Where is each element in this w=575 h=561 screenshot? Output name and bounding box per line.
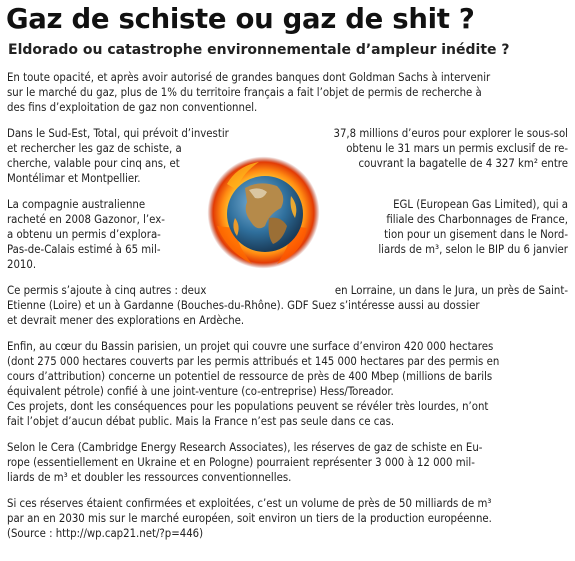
paragraph-conclusion	[7, 496, 568, 541]
paragraph-intro	[7, 70, 568, 115]
text-fragment: cherche, valable pour cinq ans, et	[7, 157, 180, 170]
text-line: Selon le Cera (Cambridge Energy Research Associates), les réserves de gaz de schiste en Eu-	[7, 441, 483, 454]
text-line	[7, 283, 568, 298]
text-fragment: Ce permis s’ajoute à cinq autres : deux	[7, 284, 207, 297]
text-fragment: obtenu le 31 mars un permis exclusif de re-	[346, 142, 568, 155]
text-line	[7, 227, 568, 242]
text-line: Enfin, au cœur du Bassin parisien, un projet qui couvre une surface d’environ 420 000 hectares	[7, 340, 494, 353]
text-line: cours d’attribution) concerne un potentiel de ressource de près de 400 Mbep (millions de barils	[7, 370, 493, 383]
text-line: équivalent pétrole) confié à une joint-venture (co-entreprise) Hess/Toreador.	[7, 385, 394, 398]
text-fragment: tion pour un gisement dans le Nord-	[384, 228, 568, 241]
paragraph-other-permits	[7, 283, 568, 328]
text-fragment: racheté en 2008 Gazonor, l’ex-	[7, 213, 165, 226]
text-fragment: liards de m³, selon le BIP du 6 janvier	[378, 243, 568, 256]
text-line: fait l’objet d’aucun débat public. Mais la France n’est pas seule dans ce cas.	[7, 415, 395, 428]
text-line: rope (essentiellement en Ukraine et en Pologne) pourraient représenter 3 000 à 12 000 mil-	[7, 456, 475, 469]
text-line: Ces projets, dont les conséquences pour les populations peuvent se révéler très lourdes, n’ont	[7, 400, 489, 413]
text-line	[7, 242, 568, 257]
text-line: (dont 275 000 hectares couverts par les permis attribués et 145 000 hectares par des permis en	[7, 355, 500, 368]
text-line: 2010.	[7, 258, 37, 271]
paragraph-egl	[7, 197, 568, 272]
text-line: Montélimar et Montpellier.	[7, 172, 141, 185]
source-line: (Source : http://wp.cap21.net/?p=446)	[7, 527, 204, 540]
text-line: et devrait mener des explorations en Ardèche.	[7, 314, 245, 327]
paragraph-cera	[7, 440, 568, 485]
text-line: liards de m³ et doubler les ressources conventionnelles.	[7, 471, 292, 484]
text-fragment: a obtenu un permis d’explora-	[7, 228, 161, 241]
text-fragment: EGL (European Gas Limited), qui a	[393, 198, 568, 211]
paragraph-total	[7, 126, 568, 186]
text-line: Si ces réserves étaient confirmées et exploitées, c’est un volume de près de 50 milliards de m³	[7, 497, 492, 510]
text-line: par an en 2030 mis sur le marché européen, soit environ un tiers de la production européenne.	[7, 512, 492, 525]
text-line	[7, 212, 568, 227]
text-fragment: Dans le Sud-Est, Total, qui prévoit d’investir	[7, 127, 229, 140]
text-fragment: 37,8 millions d’euros pour explorer le sous-sol	[333, 127, 568, 140]
paragraph-bassin-parisien	[7, 339, 568, 429]
text-line	[7, 126, 568, 141]
text-line: des fins d’exploitation de gaz non conventionnel.	[7, 101, 258, 114]
text-line	[7, 141, 568, 156]
article-subtitle: Eldorado ou catastrophe environnementale d’ampleur inédite ?	[8, 42, 510, 58]
article-title: Gaz de schiste ou gaz de shit ?	[6, 3, 475, 35]
text-fragment: La compagnie australienne	[7, 198, 146, 211]
text-fragment: filiale des Charbonnages de France,	[386, 213, 568, 226]
text-line	[7, 156, 568, 171]
text-fragment: en Lorraine, un dans le Jura, un près de Saint-	[334, 284, 568, 297]
article-body	[7, 70, 568, 552]
text-fragment: couvrant la bagatelle de 4 327 km² entre	[358, 157, 568, 170]
text-line: Etienne (Loire) et un à Gardanne (Bouches-du-Rhône). GDF Suez s’intéresse aussi au dossier	[7, 299, 480, 312]
text-line	[7, 197, 568, 212]
text-fragment: Pas-de-Calais estimé à 65 mil-	[7, 243, 161, 256]
text-fragment: et rechercher les gaz de schiste, a	[7, 142, 182, 155]
text-line: sur le marché du gaz, plus de 1% du territoire français a fait l’objet de permis de recherche à	[7, 86, 482, 99]
text-line: En toute opacité, et après avoir autorisé de grandes banques dont Goldman Sachs à intervenir	[7, 71, 491, 84]
